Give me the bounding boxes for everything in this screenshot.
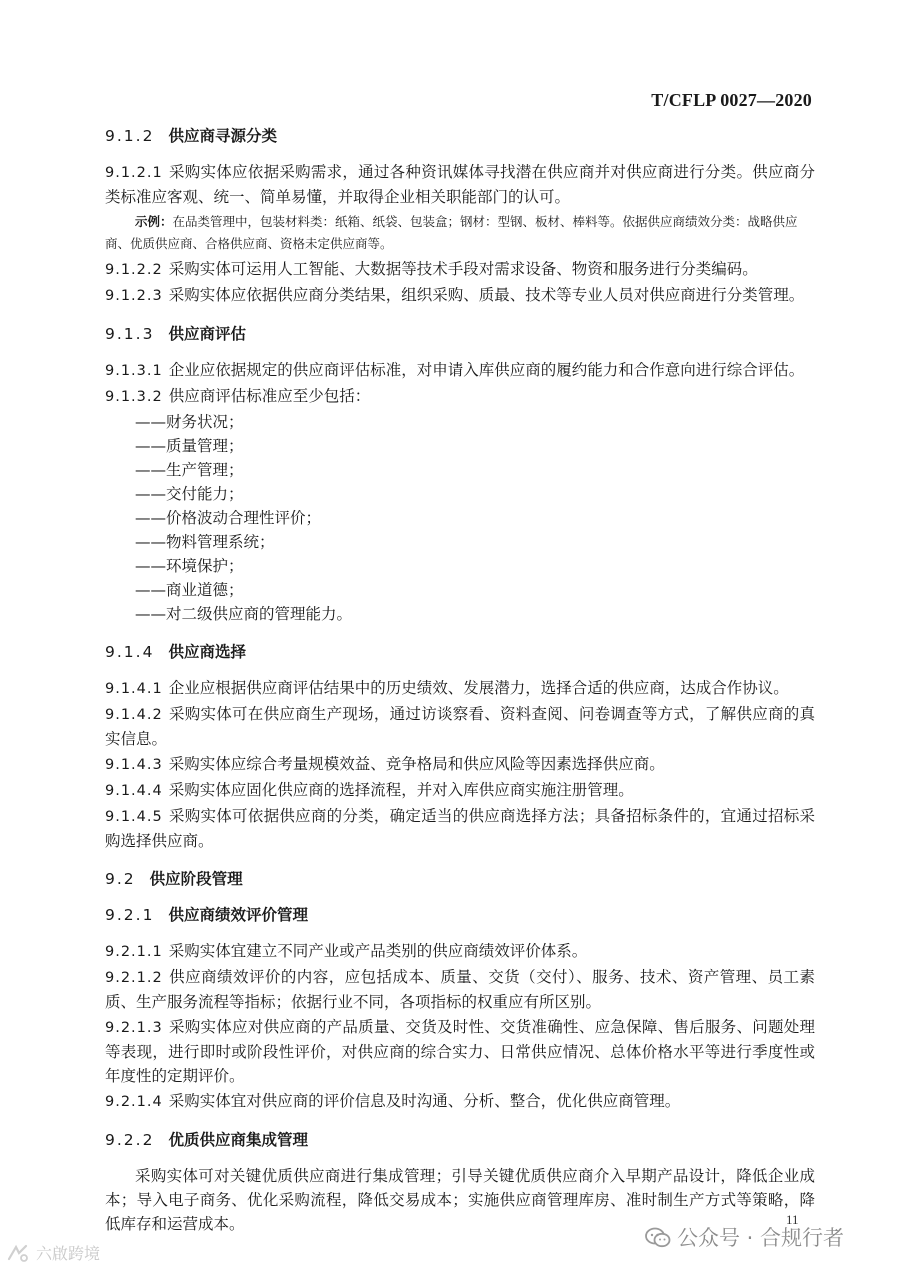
document-body (105, 114, 815, 1237)
brand-logo-icon (6, 1243, 30, 1263)
list-item: ——对二级供应商的管理能力。 (135, 605, 353, 623)
clause-9-1-4-4 (105, 778, 815, 803)
section-title: 供应商评估 (168, 324, 246, 343)
clause-text: 采购实体可依据供应商的分类，确定适当的供应商选择方法；具备招标条件的，宜通过招标采购选择供应商。 (105, 807, 815, 850)
section-number: 9.1.3 (105, 325, 155, 343)
list-item: ——物料管理系统； (135, 533, 275, 551)
section-heading-9-1-3 (105, 322, 815, 346)
clause-number: 9.1.4.1 (105, 681, 163, 697)
clause-text: 供应商绩效评价的内容，应包括成本、质量、交货（交付）、服务、技术、资产管理、员工素质、生产服务流程等指标；依据行业不同，各项指标的权重应有所区别。 (105, 968, 815, 1011)
section-number: 9.2.1 (105, 906, 155, 924)
clause-9-1-2-2 (105, 257, 815, 282)
clause-number: 9.1.2.2 (105, 262, 163, 278)
clause-9-1-4-5 (105, 804, 815, 853)
section-title: 供应阶段管理 (149, 869, 243, 888)
clause-9-1-3-1 (105, 358, 815, 383)
watermark-text: 公众号 · 合规行者 (677, 1226, 845, 1250)
clause-number: 9.1.2.3 (105, 288, 163, 304)
clause-number: 9.2.1.3 (105, 1020, 163, 1036)
clause-number: 9.2.1.4 (105, 1094, 163, 1110)
section-number: 9.2 (105, 870, 136, 888)
clause-text: 采购实体宜建立不同产业或产品类别的供应商绩效评价体系。 (168, 942, 588, 960)
clause-number: 9.2.1.2 (105, 970, 163, 986)
clause-text: 采购实体可运用人工智能、大数据等技术手段对需求设备、物资和服务进行分类编码。 (168, 260, 758, 278)
clause-text: 采购实体应固化供应商的选择流程，并对入库供应商实施注册管理。 (168, 781, 634, 799)
clause-number: 9.1.3.1 (105, 363, 163, 379)
example-label: 示例： (135, 214, 173, 229)
clause-9-1-2-3 (105, 283, 815, 308)
list-item: ——交付能力； (135, 485, 244, 503)
list-item: ——质量管理； (135, 437, 244, 455)
section-heading-9-2-1 (105, 903, 815, 927)
clause-9-1-4-1 (105, 676, 815, 701)
page-number: 11 (786, 1212, 799, 1227)
clause-number: 9.1.2.1 (105, 165, 163, 181)
section-title: 优质供应商集成管理 (168, 1130, 308, 1149)
section-title: 供应商绩效评价管理 (168, 905, 308, 924)
clause-text: 采购实体应依据供应商分类结果，组织采购、质最、技术等专业人员对供应商进行分类管理。 (168, 286, 805, 304)
list-item: ——商业道德； (135, 581, 244, 599)
section-title: 供应商寻源分类 (168, 126, 277, 145)
clause-number: 9.1.3.2 (105, 389, 163, 405)
list-item: ——生产管理； (135, 461, 244, 479)
list-item: ——价格波动合理性评价； (135, 509, 322, 527)
section-heading-9-2-2 (105, 1128, 815, 1152)
clause-number: 9.1.4.2 (105, 707, 163, 723)
watermark-text: 六啟跨境 (36, 1244, 101, 1263)
clause-text: 采购实体应依据采购需求，通过各种资讯媒体寻找潜在供应商并对供应商进行分类。供应商分类标准应客观、统一、简单易懂，并取得企业相关职能部门的认可。 (105, 163, 815, 206)
section-title: 供应商选择 (168, 642, 246, 661)
wechat-icon (645, 1227, 669, 1247)
clause-text: 企业应根据供应商评估结果中的历史绩效、发展潜力，选择合适的供应商，达成合作协议。 (168, 679, 789, 697)
section-heading-9-1-2 (105, 124, 815, 148)
clause-text: 采购实体应对供应商的产品质量、交货及时性、交货准确性、应急保障、售后服务、问题处理等表现，进行即时或阶段性评价，对供应商的综合实力、日常供应情况、总体价格水平等进行季度性或年度性的定期评价。 (105, 1018, 815, 1085)
list-item: ——环境保护； (135, 557, 244, 575)
clause-number: 9.2.1.1 (105, 944, 163, 960)
example-text: 在品类管理中，包装材料类：纸箱、纸袋、包装盒；钢材：型钢、板材、棒料等。依据供应商绩效分类：战略供应商、优质供应商、合格供应商、资格未定供应商等。 (105, 214, 798, 251)
clause-number: 9.1.4.3 (105, 757, 163, 773)
clause-number: 9.1.4.5 (105, 809, 163, 825)
clause-text: 采购实体宜对供应商的评价信息及时沟通、分析、整合，优化供应商管理。 (168, 1092, 681, 1110)
clause-text: 采购实体应综合考量规模效益、竞争格局和供应风险等因素选择供应商。 (168, 755, 665, 773)
criteria-list (105, 410, 815, 626)
section-heading-9-2 (105, 867, 815, 891)
section-number: 9.1.4 (105, 643, 155, 661)
doc-code: T/CFLP 0027—2020 (651, 90, 812, 110)
clause-text: 采购实体可在供应商生产现场，通过访谈察看、资料查阅、问卷调查等方式，了解供应商的真实信息。 (105, 705, 815, 748)
list-item: ——财务状况； (135, 413, 244, 431)
section-heading-9-1-4 (105, 640, 815, 664)
clause-9-1-3-2 (105, 384, 815, 409)
clause-9-1-4-2 (105, 702, 815, 751)
clause-text: 企业应依据规定的供应商评估标准，对申请入库供应商的履约能力和合作意向进行综合评估。 (168, 361, 805, 379)
clause-text: 供应商评估标准应至少包括： (168, 387, 371, 405)
clause-9-2-1-1 (105, 939, 815, 964)
paragraph-9-2-2: 采购实体可对关键优质供应商进行集成管理；引导关键优质供应商介入早期产品设计，降低企业成本；导入电子商务、优化采购流程，降低交易成本；实施供应商管理库房、准时制生产方式等策略，降低库存和运营成本。 (105, 1167, 815, 1233)
section-number: 9.1.2 (105, 127, 155, 145)
watermark-brand (6, 1241, 100, 1264)
clause-9-2-1-4 (105, 1089, 815, 1114)
section-number: 9.2.2 (105, 1131, 155, 1149)
watermark-account (645, 1222, 844, 1252)
clause-9-2-1-2 (105, 965, 815, 1014)
clause-number: 9.1.4.4 (105, 783, 163, 799)
clause-9-2-1-3 (105, 1015, 815, 1088)
example-note (105, 211, 815, 255)
clause-9-1-2-1 (105, 160, 815, 209)
clause-9-1-4-3 (105, 752, 815, 777)
